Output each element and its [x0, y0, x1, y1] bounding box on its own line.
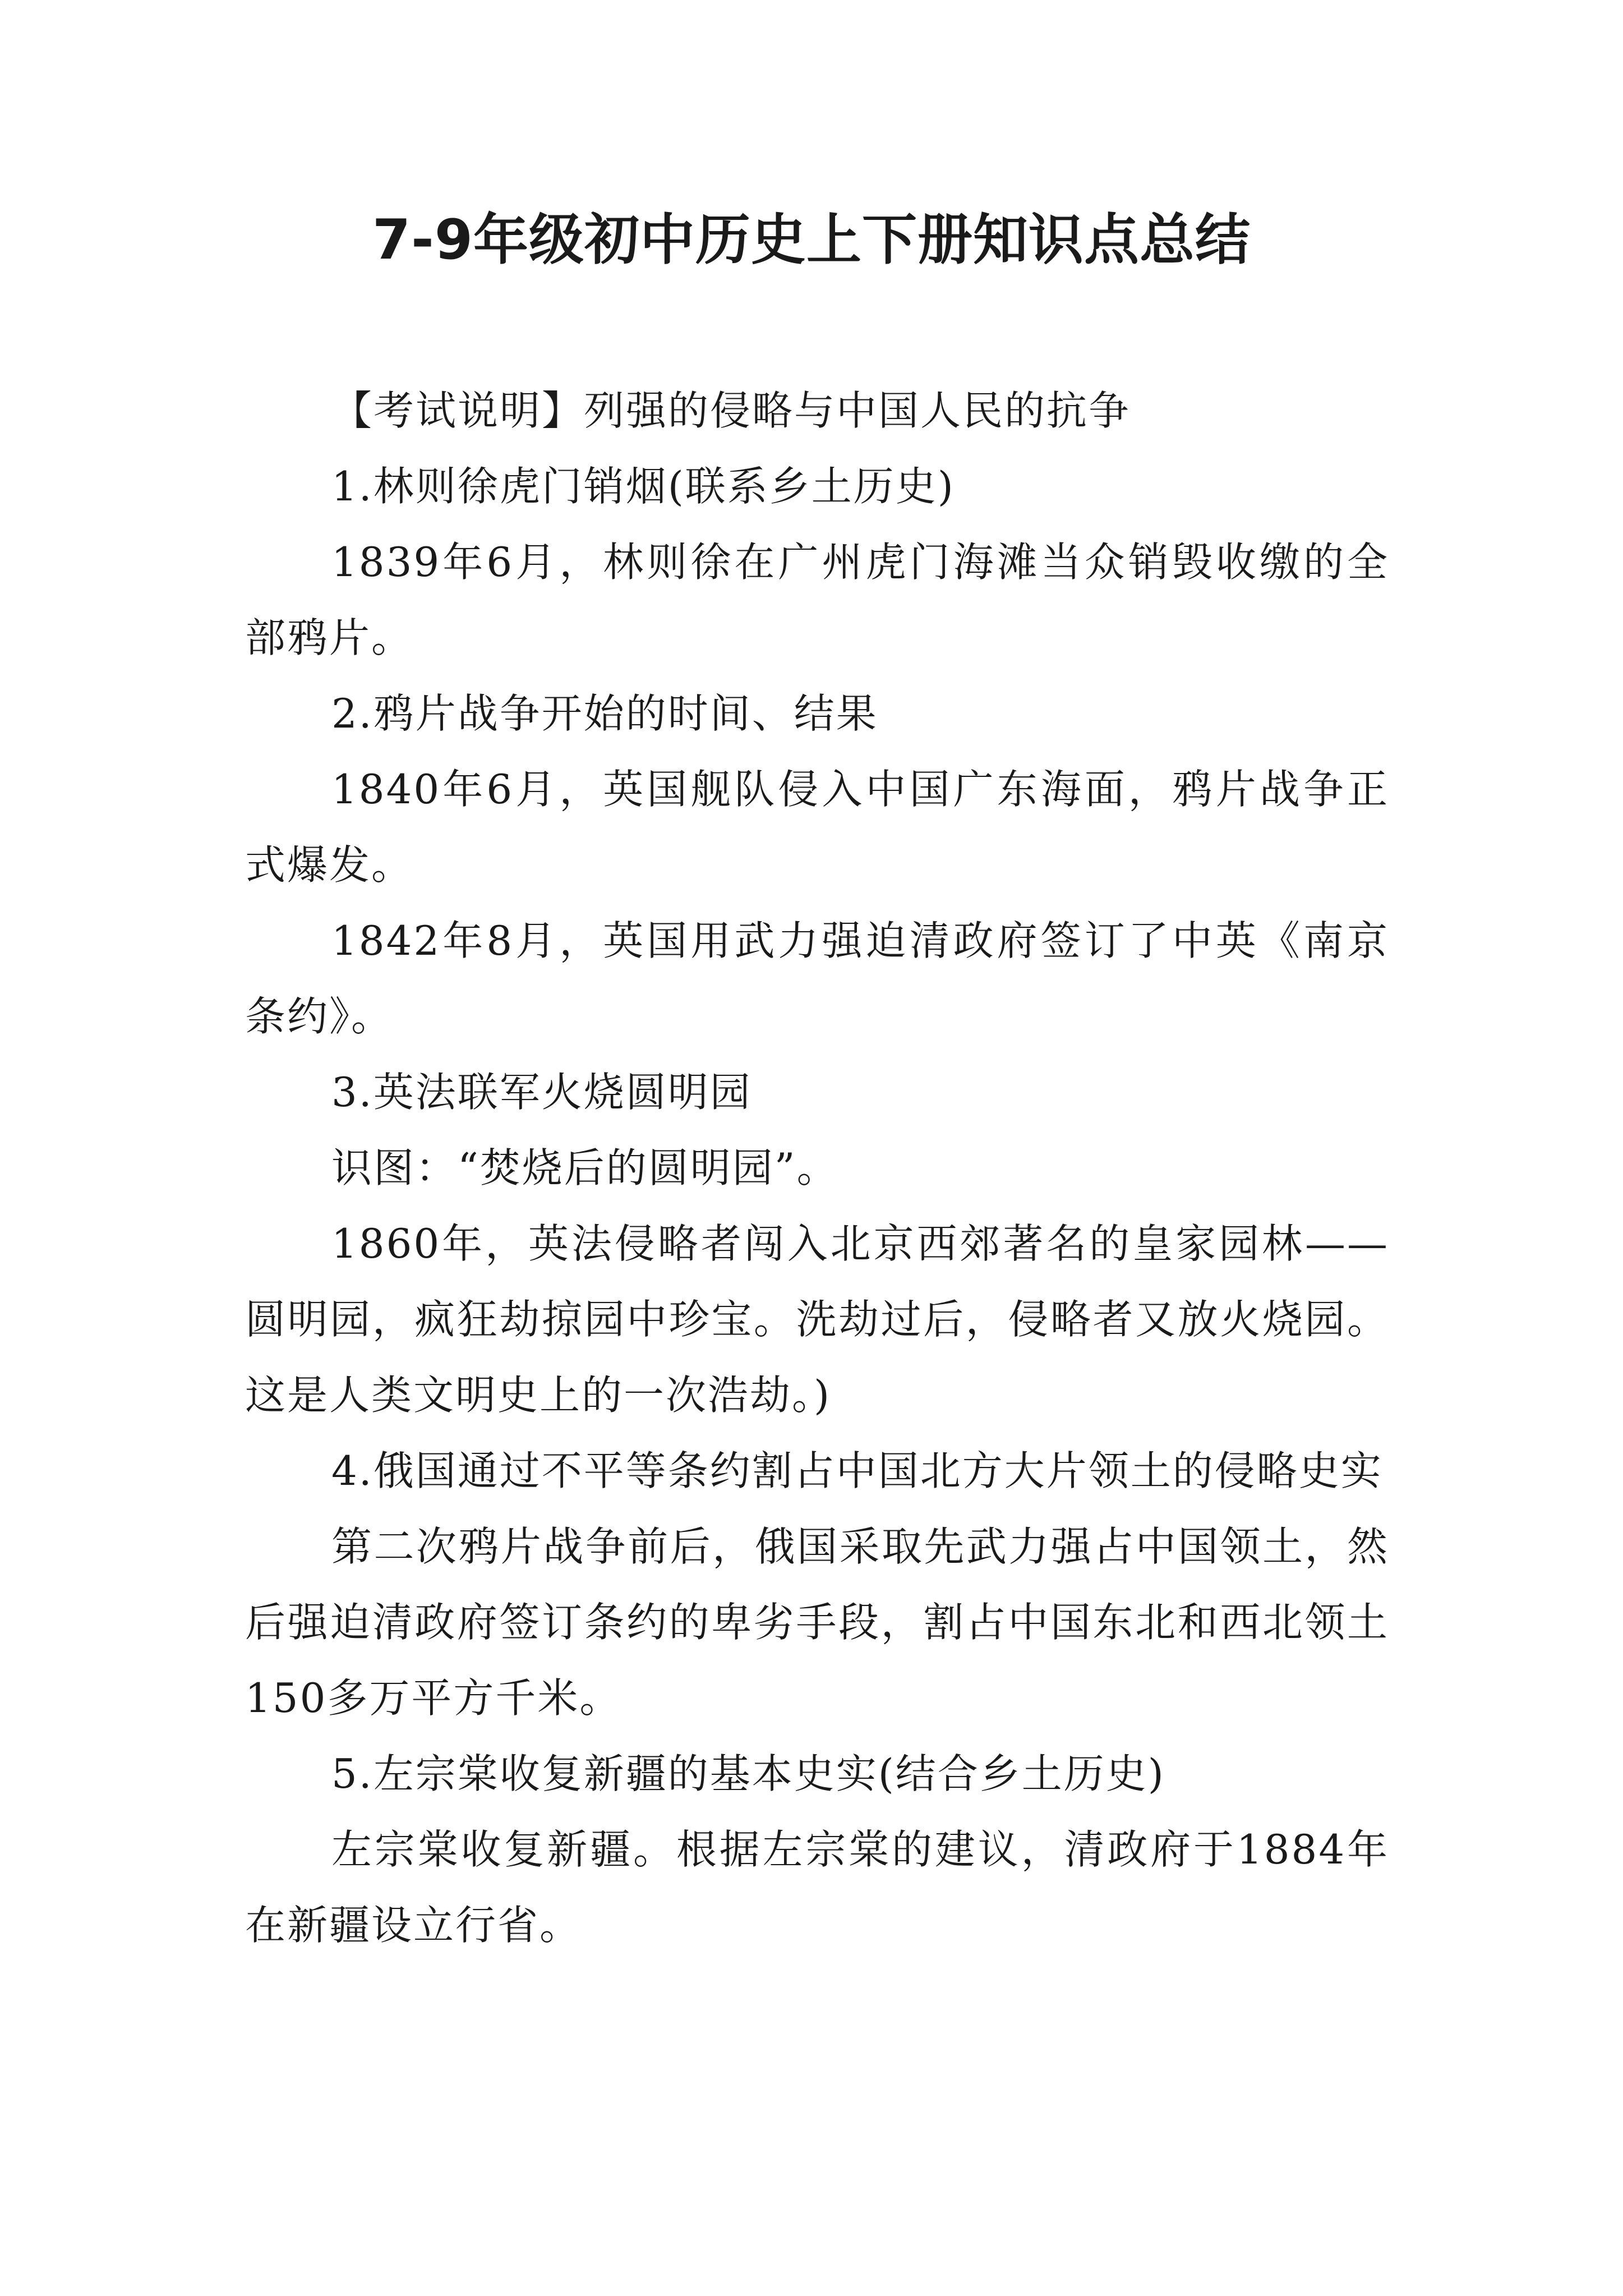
paragraph-text: 1840年6月，英国舰队侵入中国广东海面，鸦片战争正式爆发。 — [245, 766, 1389, 889]
paragraph-text: 左宗棠收复新疆。根据左宗棠的建议，清政府于1884年在新疆设立行省。 — [245, 1826, 1389, 1949]
paragraph-text: 1860年，英法侵略者闯入北京西郊著名的皇家园林——圆明园，疯狂劫掠园中珍宝。洗劫过后，侵略者又放火烧园。这是人类文明史上的一次浩劫。) — [245, 1220, 1389, 1419]
document-body — [245, 373, 1389, 1963]
paragraph-text: 第二次鸦片战争前后，俄国采取先武力强占中国领土，然后强迫清政府签订条约的卑劣手段，割占中国东北和西北领土150多万平方千米。 — [245, 1523, 1389, 1722]
paragraph-text: 1839年6月，林则徐在广州虎门海滩当众销毁收缴的全部鸦片。 — [245, 539, 1389, 661]
paragraph-text: 识图：“焚烧后的圆明园”。 — [331, 1144, 839, 1191]
paragraph-heading-5: 5.左宗棠收复新疆的基本史实(结合乡土历史) — [331, 1750, 1165, 1797]
paragraph-text: 1842年8月，英国用武力强迫清政府签订了中英《南京条约》。 — [245, 917, 1389, 1040]
paragraph-exam-note: 【考试说明】列强的侵略与中国人民的抗争 — [331, 387, 1131, 434]
paragraph-heading-4: 4.俄国通过不平等条约割占中国北方大片领土的侵略史实 — [331, 1447, 1383, 1494]
paragraph-heading-3: 3.英法联军火烧圆明园 — [331, 1069, 752, 1116]
paragraph-heading-1: 1.林则徐虎门销烟(联系乡土历史) — [331, 463, 955, 510]
document-title: 7-9年级初中历史上下册知识点总结 — [372, 208, 1251, 272]
paragraph-heading-2: 2.鸦片战争开始的时间、结果 — [331, 690, 878, 737]
